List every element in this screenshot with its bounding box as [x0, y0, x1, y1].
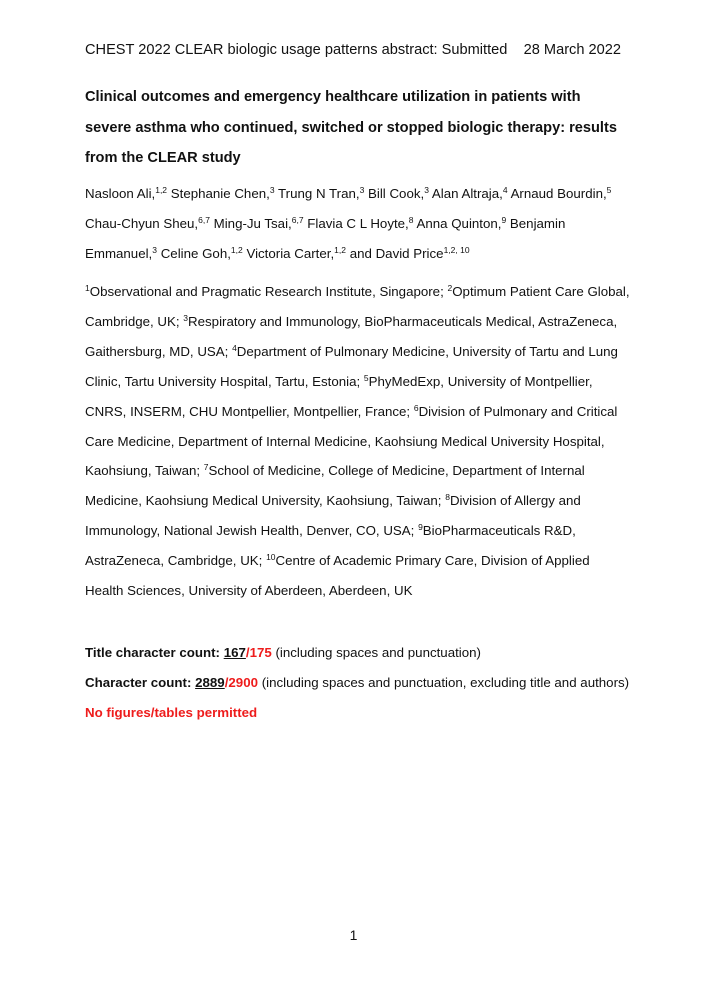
header-date: 28 March 2022 [523, 42, 621, 58]
affiliation-marker: 9 [418, 522, 423, 533]
author-name: Anna Quinton, [416, 216, 502, 231]
title-count-separator: / [245, 645, 250, 660]
char-count-note: (including spaces and punctuation, excluding title and authors) [258, 675, 630, 690]
page-header [85, 40, 621, 60]
author-name: Nasloon Ali, [85, 186, 156, 201]
char-count-separator: / [224, 675, 229, 690]
affiliation-text: Respiratory and Immunology, BioPharmaceuticals Medical, AstraZeneca, Gaithersburg, MD, USA; [85, 313, 618, 359]
author-name: Arnaud Bourdin, [510, 186, 607, 201]
author-affiliation-marker: 8 [408, 215, 414, 225]
char-count-label: Character count: [85, 675, 192, 690]
affiliation-marker: 6 [413, 402, 419, 413]
author-affiliation-marker: 1,2, 10 [443, 245, 470, 255]
affiliation-text: Division of Allergy and Immunology, National Jewish Health, Denver, CO, USA; [85, 493, 581, 539]
affiliation-marker: 10 [266, 552, 276, 563]
affiliation-marker: 2 [447, 283, 453, 293]
author-affiliation-marker: 3 [359, 185, 365, 195]
author-name: Ming-Ju Tsai, [213, 216, 292, 231]
affiliation-marker: 1 [85, 283, 90, 293]
char-count-value: 2889 [195, 675, 225, 690]
author-name: Chau-Chyun Sheu, [85, 216, 199, 231]
affiliation-marker: 4 [232, 342, 237, 353]
title-character-count [85, 643, 481, 663]
author-name: Bill Cook, [368, 186, 425, 201]
char-count-limit: 2900 [228, 675, 258, 690]
author-affiliation-marker: 3 [424, 185, 429, 195]
author-name: Alan Altraja, [431, 186, 503, 201]
author-affiliation-marker: 3 [269, 185, 275, 195]
affiliation-marker: 3 [183, 312, 189, 323]
author-affiliation-marker: 1,2 [334, 245, 346, 255]
affiliation-text: Department of Pulmonary Medicine, University of Tartu and Lung Clinic, Tartu University Hospital, Tartu, Estonia; [85, 343, 618, 389]
affiliation-text: School of Medicine, College of Medicine, Department of Internal Medicine, Kaohsiung Medical University, Kaohsiung, Taiwan; [85, 463, 585, 509]
author-affiliation-marker: 6,7 [291, 215, 304, 225]
author-affiliation-marker: 1,2 [155, 185, 168, 195]
author-name: Flavia C L Hoyte, [307, 216, 409, 231]
author-affiliation-marker: 1,2 [230, 245, 243, 255]
author-affiliation-marker: 9 [501, 215, 507, 225]
author-name: Benjamin Emmanuel, [85, 216, 566, 261]
body-character-count [85, 673, 629, 693]
author-name: Victoria Carter, [246, 246, 335, 261]
author-affiliation-marker: 3 [152, 245, 157, 255]
page-number: 1 [349, 927, 358, 943]
title-count-label: Title character count: [85, 645, 220, 660]
author-list [85, 179, 625, 269]
affiliation-text: Observational and Pragmatic Research Institute, Singapore; [89, 284, 444, 299]
affiliation-text: PhyMedExp, University of Montpellier, CNRS, INSERM, CHU Montpellier, Montpellier, France; [85, 373, 593, 419]
title-count-value: 167 [223, 645, 246, 660]
title-count-limit: 175 [249, 645, 272, 660]
author-name: Stephanie Chen, [170, 186, 270, 201]
affiliation-text: Optimum Patient Care Global, Cambridge, UK; [85, 284, 630, 329]
affiliation-text: BioPharmaceuticals R&D, AstraZeneca, Cambridge, UK; [85, 523, 576, 569]
affiliation-list [85, 277, 630, 606]
author-affiliation-marker: 5 [606, 185, 612, 195]
affiliation-marker: 8 [445, 492, 450, 503]
affiliation-text: Division of Pulmonary and Critical Care Medicine, Department of Internal Medicine, Kaohsiung Medical University Hospital, Kaohsiung, Taiwan; [85, 403, 618, 479]
abstract-title: Clinical outcomes and emergency healthcare utilization in patients with severe asthma who continued, switched or stopped biologic therapy: results from the CLEAR study [85, 89, 617, 166]
affiliation-marker: 5 [363, 372, 369, 383]
author-name: Celine Goh, [160, 246, 231, 261]
affiliation-text: Centre of Academic Primary Care, Division of Applied Health Sciences, University of Aberdeen, Aberdeen, UK [85, 553, 590, 599]
title-count-note: (including spaces and punctuation) [271, 645, 481, 660]
no-figures-notice: No figures/tables permitted [85, 705, 258, 720]
affiliation-marker: 7 [203, 462, 209, 473]
author-affiliation-marker: 4 [502, 185, 508, 195]
header-title: CHEST 2022 CLEAR biologic usage patterns abstract: Submitted [85, 42, 508, 58]
author-name: Trung N Tran, [278, 186, 360, 201]
author-name: and David Price [349, 246, 444, 261]
author-affiliation-marker: 6,7 [198, 215, 210, 225]
